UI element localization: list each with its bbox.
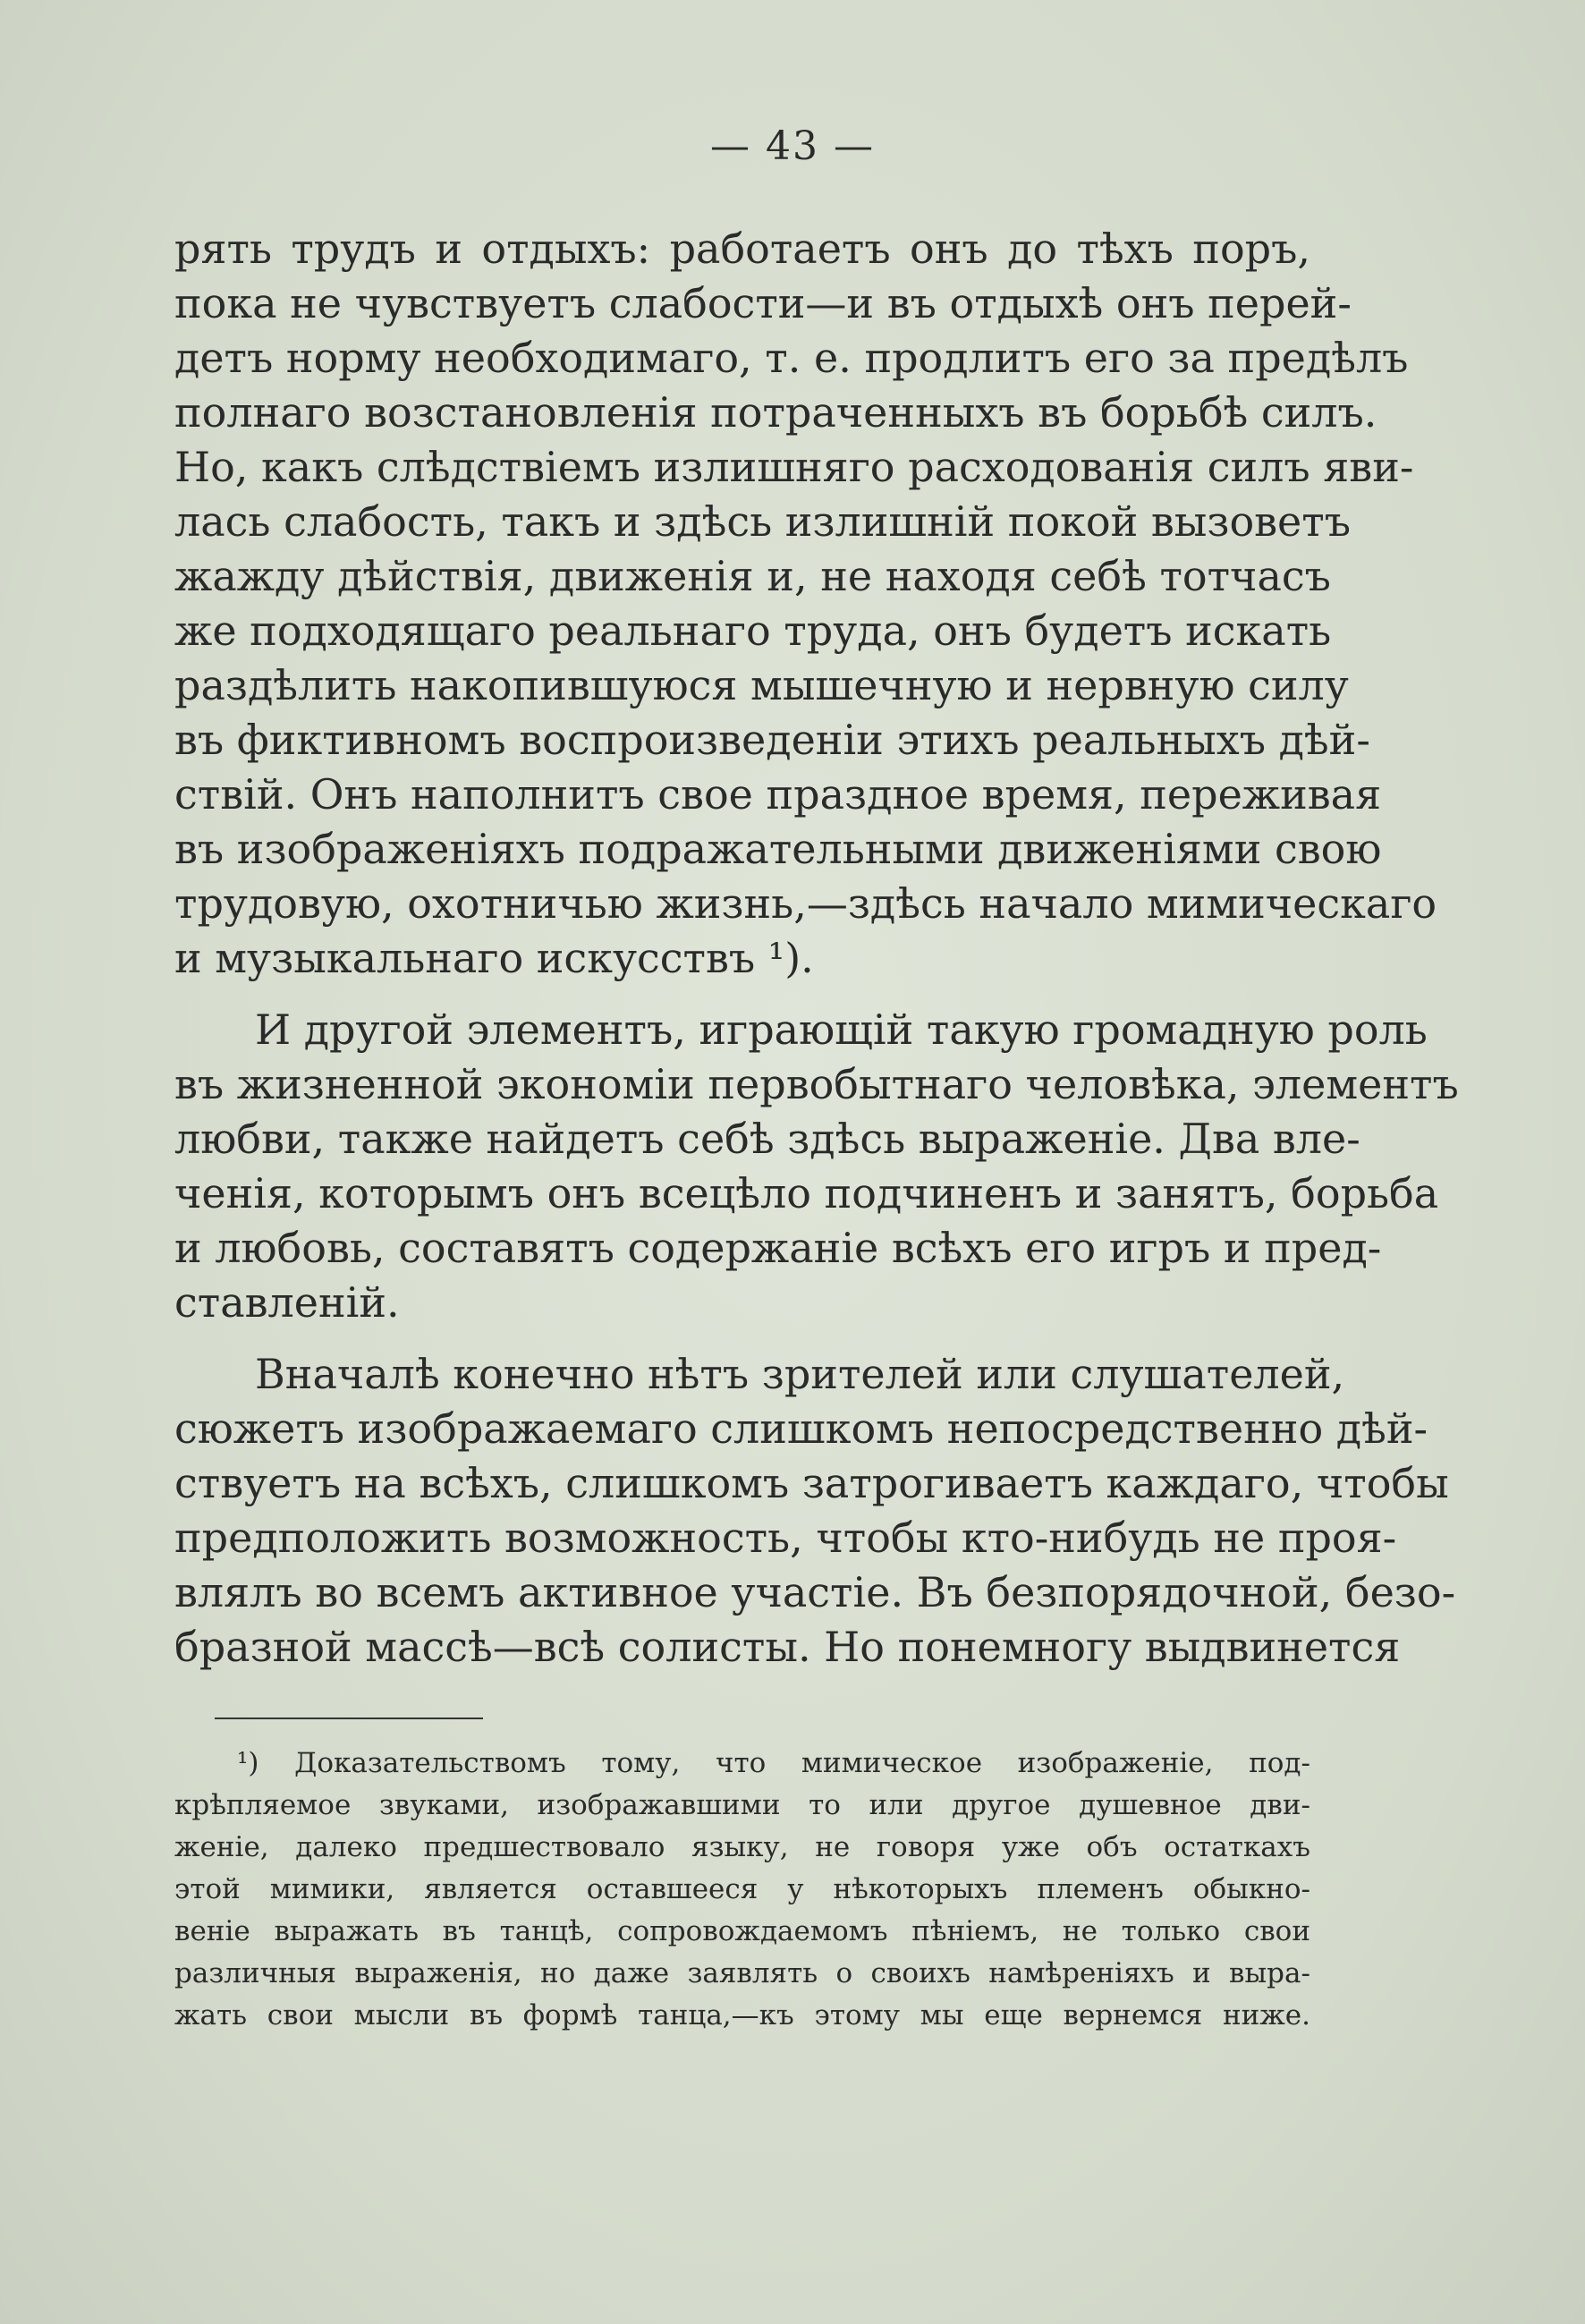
text-line: въ изображеніяхъ подражательными движеніями свою [174,825,1382,873]
text-line: сюжетъ изображаемаго слишкомъ непосредственно дѣй- [174,1404,1428,1453]
text-line: любви, также найдетъ себѣ здѣсь выраженіе. Два вле- [174,1115,1360,1163]
text-line: ствуетъ на всѣхъ, слишкомъ затрогиваетъ каждаго, чтобы [174,1459,1449,1507]
footnote-line: различныя выраженія, но даже заявлять о своихъ намѣреніяхъ и выра- [174,1957,1310,1989]
footnote-line: крѣпляемое звуками, изображавшими то или другое душевное дви- [174,1789,1310,1821]
text-line: пока не чувствуетъ слабости—и въ отдыхѣ онъ перей- [174,279,1352,327]
text-line: рять трудъ и отдыхъ: работаетъ онъ до тѣхъ поръ, [174,225,1310,273]
text-line: предположить возможность, чтобы кто-нибудь не проя- [174,1514,1397,1562]
page-number: — 43 — [710,123,875,169]
footnote-line: этой мимики, является оставшееся у нѣкоторыхъ племенъ обыкно- [174,1873,1310,1905]
text-line: детъ норму необходимаго, т. е. продлитъ его за предѣлъ [174,334,1409,382]
text-line: и музыкальнаго искусствъ ¹). [174,934,814,982]
text-line: въ жизненной экономіи первобытнаго человѣка, элементъ [174,1060,1459,1108]
text-line: бразной массѣ—всѣ солисты. Но понемногу выдвинется [174,1623,1401,1671]
text-line: лась слабость, такъ и здѣсь излишній покой вызоветъ [174,497,1351,546]
text-line: ствій. Онъ наполнитъ свое праздное время, переживая [174,770,1382,818]
text-line: и любовь, составятъ содержаніе всѣхъ его игръ и пред- [174,1224,1382,1272]
footnote-divider [215,1718,483,1719]
body-text [174,222,1459,1675]
footnote-line: веніе выражать въ танцѣ, сопровождаемомъ пѣніемъ, не только свои [174,1915,1310,1947]
text-line: въ фиктивномъ воспроизведеніи этихъ реальныхъ дѣй- [174,716,1370,764]
text-line: ставленій. [174,1278,400,1327]
text-line: полнаго возстановленія потраченныхъ въ борьбѣ силъ. [174,388,1377,437]
text-line: ченія, которымъ онъ всецѣло подчиненъ и занятъ, борьба [174,1169,1439,1217]
footnote [174,1743,1310,2037]
text-line: Вначалѣ конечно нѣтъ зрителей или слушателей, [255,1350,1345,1398]
footnote-line: женіе, далеко предшествовало языку, не говоря уже объ остаткахъ [174,1831,1310,1863]
text-line: жажду дѣйствія, движенія и, не находя себѣ тотчасъ [174,552,1331,600]
footnote-line: жать свои мысли въ формѣ танца,—къ этому мы еще вернемся ниже. [174,1999,1310,2031]
text-line: же подходящаго реальнаго труда, онъ будетъ искать [174,606,1332,655]
text-line: И другой элементъ, играющій такую громадную роль [255,1005,1428,1054]
text-line: раздѣлить накопившуюся мышечную и нервную силу [174,661,1349,709]
footnote-line: ¹) Доказательствомъ тому, что мимическое изображеніе, под- [237,1747,1310,1779]
text-line: влялъ во всемъ активное участіе. Въ безпорядочной, безо- [174,1568,1456,1616]
text-line: трудовую, охотничью жизнь,—здѣсь начало мимическаго [174,879,1437,928]
text-line: Но, какъ слѣдствіемъ излишняго расходованія силъ яви- [174,443,1414,491]
